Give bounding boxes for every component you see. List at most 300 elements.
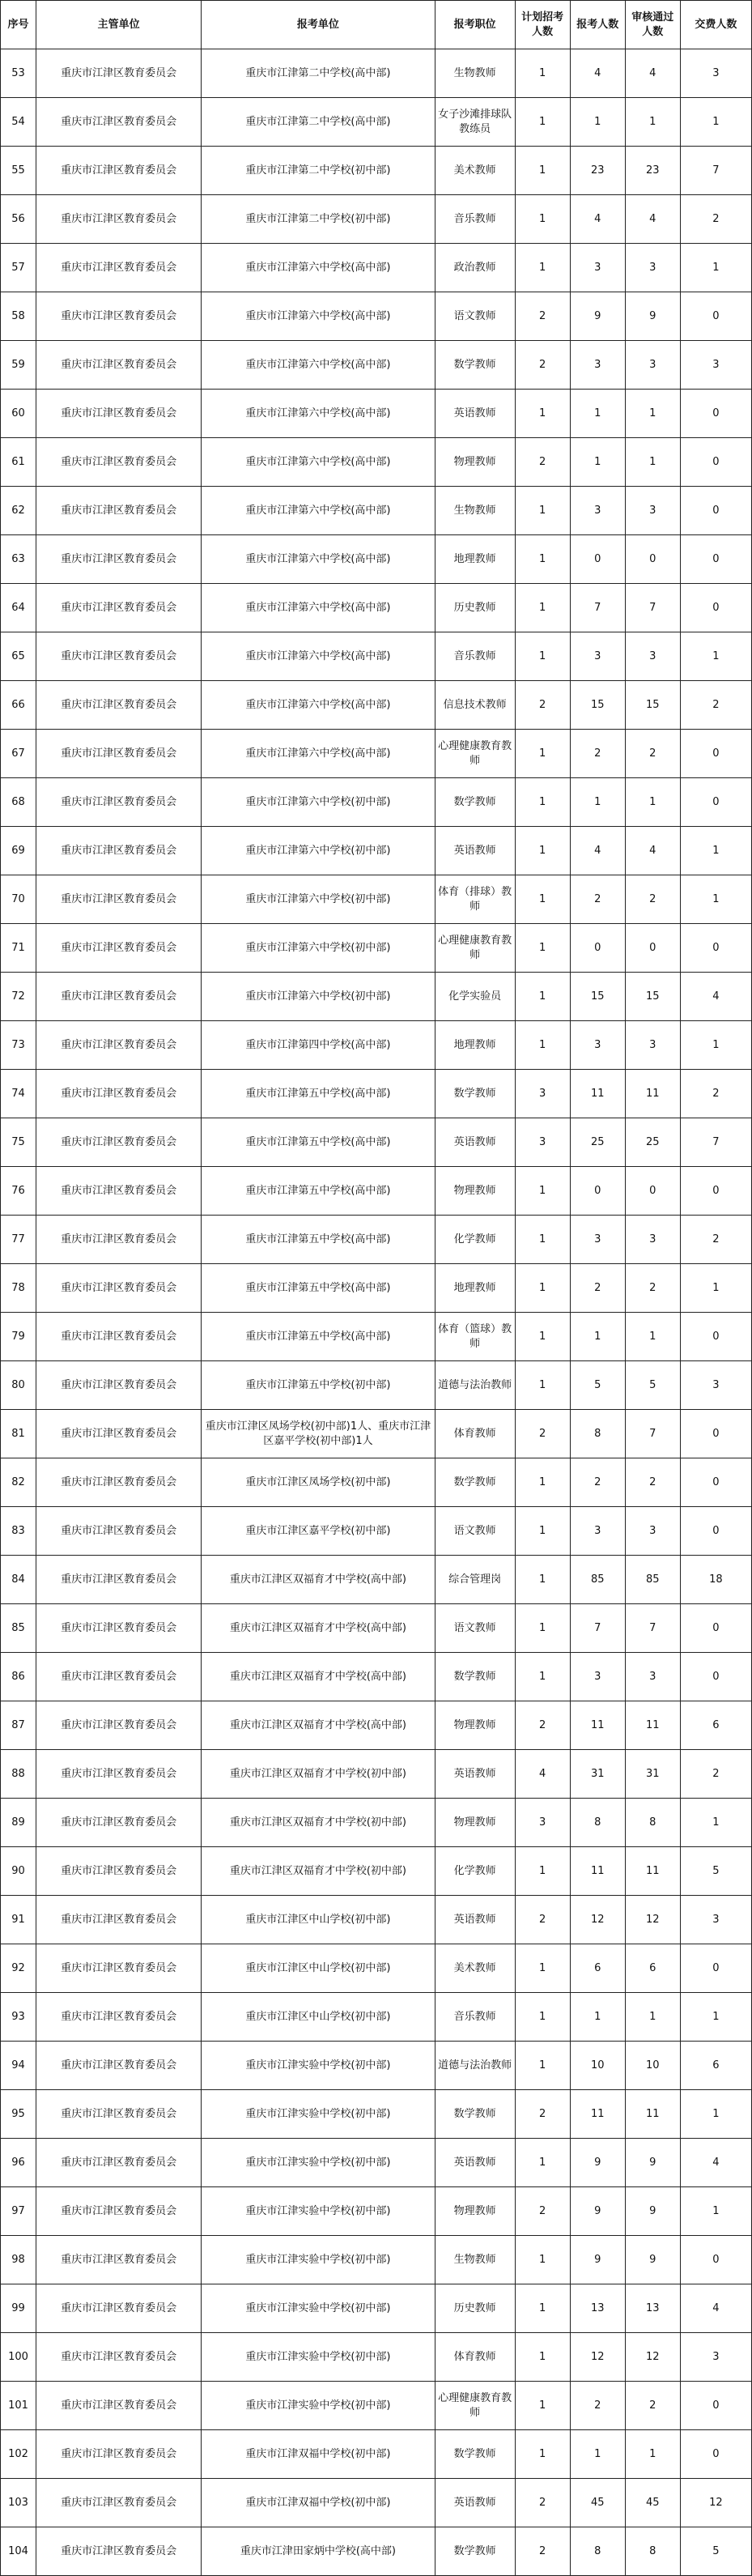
cell-planned: 1 [515, 390, 570, 438]
cell-serial: 62 [1, 487, 36, 535]
table-row [1, 2333, 752, 2382]
cell-position: 语文教师 [435, 1604, 515, 1653]
cell-approved: 11 [625, 1701, 680, 1750]
cell-planned: 1 [515, 2236, 570, 2284]
cell-paid: 0 [680, 1944, 751, 1993]
cell-approved: 1 [625, 2430, 680, 2479]
cell-applicants: 1 [570, 98, 625, 147]
table-body [1, 49, 752, 2576]
cell-serial: 94 [1, 2042, 36, 2090]
table-row [1, 1556, 752, 1604]
cell-department: 重庆市江津区教育委员会 [36, 584, 202, 632]
cell-department: 重庆市江津区教育委员会 [36, 973, 202, 1021]
cell-department: 重庆市江津区教育委员会 [36, 1653, 202, 1701]
cell-applicants: 85 [570, 1556, 625, 1604]
cell-approved: 7 [625, 1604, 680, 1653]
cell-position: 综合管理岗 [435, 1556, 515, 1604]
table-row [1, 584, 752, 632]
cell-department: 重庆市江津区教育委员会 [36, 2187, 202, 2236]
cell-serial: 61 [1, 438, 36, 487]
cell-planned: 2 [515, 2187, 570, 2236]
cell-applicants: 9 [570, 2139, 625, 2187]
cell-employer: 重庆市江津第六中学校(初中部) [202, 778, 435, 827]
cell-applicants: 2 [570, 2382, 625, 2430]
cell-employer: 重庆市江津第二中学校(高中部) [202, 98, 435, 147]
cell-department: 重庆市江津区教育委员会 [36, 1118, 202, 1167]
table-row [1, 1021, 752, 1070]
cell-approved: 11 [625, 1070, 680, 1118]
cell-applicants: 2 [570, 875, 625, 924]
table-row [1, 49, 752, 98]
cell-position: 体育教师 [435, 1410, 515, 1458]
cell-applicants: 3 [570, 1021, 625, 1070]
header-position: 报考职位 [435, 1, 515, 49]
cell-department: 重庆市江津区教育委员会 [36, 2284, 202, 2333]
cell-approved: 3 [625, 487, 680, 535]
cell-applicants: 11 [570, 2090, 625, 2139]
cell-position: 体育（篮球）教师 [435, 1313, 515, 1361]
cell-applicants: 7 [570, 1604, 625, 1653]
cell-applicants: 3 [570, 244, 625, 292]
cell-serial: 98 [1, 2236, 36, 2284]
table-row [1, 2284, 752, 2333]
cell-position: 物理教师 [435, 438, 515, 487]
cell-approved: 2 [625, 1458, 680, 1507]
cell-planned: 2 [515, 2090, 570, 2139]
cell-position: 物理教师 [435, 2187, 515, 2236]
cell-position: 物理教师 [435, 1701, 515, 1750]
cell-employer: 重庆市江津第五中学校(高中部) [202, 1264, 435, 1313]
cell-approved: 8 [625, 2527, 680, 2576]
cell-serial: 64 [1, 584, 36, 632]
cell-approved: 3 [625, 244, 680, 292]
cell-serial: 84 [1, 1556, 36, 1604]
cell-department: 重庆市江津区教育委员会 [36, 875, 202, 924]
cell-serial: 87 [1, 1701, 36, 1750]
cell-approved: 12 [625, 1896, 680, 1944]
cell-employer: 重庆市江津第二中学校(初中部) [202, 195, 435, 244]
cell-position: 历史教师 [435, 584, 515, 632]
cell-paid: 0 [680, 778, 751, 827]
cell-paid: 3 [680, 1896, 751, 1944]
cell-paid: 1 [680, 875, 751, 924]
cell-employer: 重庆市江津第六中学校(高中部) [202, 292, 435, 341]
cell-department: 重庆市江津区教育委员会 [36, 292, 202, 341]
cell-planned: 2 [515, 1896, 570, 1944]
cell-paid: 0 [680, 730, 751, 778]
cell-applicants: 31 [570, 1750, 625, 1799]
cell-position: 地理教师 [435, 535, 515, 584]
cell-approved: 15 [625, 973, 680, 1021]
cell-paid: 12 [680, 2479, 751, 2527]
cell-department: 重庆市江津区教育委员会 [36, 1313, 202, 1361]
cell-planned: 2 [515, 341, 570, 390]
cell-employer: 重庆市江津第六中学校(高中部) [202, 487, 435, 535]
cell-department: 重庆市江津区教育委员会 [36, 2236, 202, 2284]
cell-position: 英语教师 [435, 390, 515, 438]
cell-employer: 重庆市江津实验中学校(初中部) [202, 2187, 435, 2236]
cell-position: 化学教师 [435, 1847, 515, 1896]
cell-applicants: 11 [570, 1847, 625, 1896]
cell-position: 地理教师 [435, 1264, 515, 1313]
cell-employer: 重庆市江津第六中学校(初中部) [202, 924, 435, 973]
cell-planned: 1 [515, 2284, 570, 2333]
cell-department: 重庆市江津区教育委员会 [36, 778, 202, 827]
cell-approved: 45 [625, 2479, 680, 2527]
table-row [1, 535, 752, 584]
cell-serial: 69 [1, 827, 36, 875]
cell-approved: 3 [625, 341, 680, 390]
cell-applicants: 0 [570, 924, 625, 973]
cell-department: 重庆市江津区教育委员会 [36, 924, 202, 973]
cell-position: 数学教师 [435, 341, 515, 390]
cell-approved: 7 [625, 1410, 680, 1458]
cell-department: 重庆市江津区教育委员会 [36, 2139, 202, 2187]
cell-employer: 重庆市江津区双福育才中学校(高中部) [202, 1701, 435, 1750]
cell-position: 生物教师 [435, 487, 515, 535]
cell-planned: 4 [515, 1750, 570, 1799]
header-planned: 计划招考人数 [515, 1, 570, 49]
table-row [1, 195, 752, 244]
cell-approved: 3 [625, 1021, 680, 1070]
cell-planned: 1 [515, 1604, 570, 1653]
cell-department: 重庆市江津区教育委员会 [36, 2382, 202, 2430]
cell-applicants: 25 [570, 1118, 625, 1167]
cell-position: 英语教师 [435, 2479, 515, 2527]
cell-applicants: 13 [570, 2284, 625, 2333]
cell-paid: 1 [680, 1021, 751, 1070]
cell-approved: 11 [625, 2090, 680, 2139]
cell-applicants: 1 [570, 438, 625, 487]
cell-position: 体育教师 [435, 2333, 515, 2382]
cell-serial: 66 [1, 681, 36, 730]
cell-approved: 15 [625, 681, 680, 730]
cell-paid: 2 [680, 1070, 751, 1118]
cell-position: 数学教师 [435, 1653, 515, 1701]
cell-employer: 重庆市江津第四中学校(高中部) [202, 1021, 435, 1070]
cell-planned: 1 [515, 875, 570, 924]
cell-planned: 1 [515, 98, 570, 147]
cell-approved: 6 [625, 1944, 680, 1993]
cell-paid: 0 [680, 2382, 751, 2430]
cell-paid: 7 [680, 1118, 751, 1167]
cell-paid: 2 [680, 1750, 751, 1799]
cell-department: 重庆市江津区教育委员会 [36, 1993, 202, 2042]
cell-paid: 2 [680, 681, 751, 730]
cell-department: 重庆市江津区教育委员会 [36, 730, 202, 778]
cell-applicants: 2 [570, 1264, 625, 1313]
cell-serial: 97 [1, 2187, 36, 2236]
cell-planned: 3 [515, 1799, 570, 1847]
table-row [1, 2139, 752, 2187]
table-row [1, 924, 752, 973]
cell-position: 生物教师 [435, 2236, 515, 2284]
cell-employer: 重庆市江津第六中学校(初中部) [202, 827, 435, 875]
cell-paid: 0 [680, 438, 751, 487]
table-row [1, 778, 752, 827]
cell-position: 英语教师 [435, 1896, 515, 1944]
cell-serial: 85 [1, 1604, 36, 1653]
cell-planned: 2 [515, 1701, 570, 1750]
cell-position: 英语教师 [435, 827, 515, 875]
cell-paid: 1 [680, 1799, 751, 1847]
cell-department: 重庆市江津区教育委员会 [36, 1944, 202, 1993]
cell-serial: 59 [1, 341, 36, 390]
cell-serial: 101 [1, 2382, 36, 2430]
cell-serial: 95 [1, 2090, 36, 2139]
cell-applicants: 23 [570, 147, 625, 195]
cell-planned: 1 [515, 632, 570, 681]
cell-department: 重庆市江津区教育委员会 [36, 1896, 202, 1944]
cell-position: 生物教师 [435, 49, 515, 98]
cell-department: 重庆市江津区教育委员会 [36, 1556, 202, 1604]
cell-serial: 68 [1, 778, 36, 827]
cell-applicants: 9 [570, 2187, 625, 2236]
cell-department: 重庆市江津区教育委员会 [36, 487, 202, 535]
cell-employer: 重庆市江津区双福育才中学校(初中部) [202, 1799, 435, 1847]
cell-employer: 重庆市江津区双福育才中学校(初中部) [202, 1847, 435, 1896]
cell-approved: 5 [625, 1361, 680, 1410]
cell-paid: 1 [680, 244, 751, 292]
cell-serial: 65 [1, 632, 36, 681]
cell-planned: 1 [515, 147, 570, 195]
cell-paid: 0 [680, 1167, 751, 1216]
table-row [1, 1701, 752, 1750]
cell-applicants: 11 [570, 1701, 625, 1750]
table-row [1, 1458, 752, 1507]
cell-serial: 75 [1, 1118, 36, 1167]
cell-approved: 23 [625, 147, 680, 195]
cell-applicants: 8 [570, 2527, 625, 2576]
cell-position: 道德与法治教师 [435, 1361, 515, 1410]
cell-position: 政治教师 [435, 244, 515, 292]
cell-department: 重庆市江津区教育委员会 [36, 1021, 202, 1070]
cell-serial: 93 [1, 1993, 36, 2042]
cell-serial: 86 [1, 1653, 36, 1701]
cell-applicants: 9 [570, 292, 625, 341]
cell-applicants: 6 [570, 1944, 625, 1993]
cell-serial: 89 [1, 1799, 36, 1847]
table-row [1, 1410, 752, 1458]
cell-position: 英语教师 [435, 2139, 515, 2187]
cell-department: 重庆市江津区教育委员会 [36, 2333, 202, 2382]
cell-applicants: 0 [570, 535, 625, 584]
cell-planned: 1 [515, 1653, 570, 1701]
cell-serial: 77 [1, 1216, 36, 1264]
cell-employer: 重庆市江津第五中学校(初中部) [202, 1361, 435, 1410]
cell-paid: 7 [680, 147, 751, 195]
table-row [1, 1604, 752, 1653]
cell-approved: 7 [625, 584, 680, 632]
table-row [1, 2090, 752, 2139]
cell-approved: 85 [625, 1556, 680, 1604]
table-row [1, 2042, 752, 2090]
cell-position: 音乐教师 [435, 195, 515, 244]
cell-approved: 2 [625, 1264, 680, 1313]
cell-paid: 1 [680, 632, 751, 681]
cell-applicants: 3 [570, 1653, 625, 1701]
cell-employer: 重庆市江津第六中学校(高中部) [202, 632, 435, 681]
cell-position: 体育（排球）教师 [435, 875, 515, 924]
cell-paid: 0 [680, 1313, 751, 1361]
cell-applicants: 1 [570, 390, 625, 438]
table-row [1, 2430, 752, 2479]
cell-planned: 1 [515, 2430, 570, 2479]
cell-paid: 5 [680, 2527, 751, 2576]
cell-department: 重庆市江津区教育委员会 [36, 1070, 202, 1118]
cell-paid: 2 [680, 195, 751, 244]
cell-serial: 67 [1, 730, 36, 778]
cell-department: 重庆市江津区教育委员会 [36, 681, 202, 730]
cell-employer: 重庆市江津实验中学校(初中部) [202, 2139, 435, 2187]
cell-serial: 80 [1, 1361, 36, 1410]
cell-planned: 1 [515, 1556, 570, 1604]
cell-employer: 重庆市江津区中山学校(初中部) [202, 1944, 435, 1993]
cell-employer: 重庆市江津实验中学校(初中部) [202, 2236, 435, 2284]
cell-planned: 1 [515, 2139, 570, 2187]
cell-applicants: 8 [570, 1799, 625, 1847]
cell-applicants: 1 [570, 778, 625, 827]
cell-paid: 18 [680, 1556, 751, 1604]
cell-applicants: 15 [570, 973, 625, 1021]
table-row [1, 390, 752, 438]
table-row [1, 2236, 752, 2284]
cell-approved: 0 [625, 924, 680, 973]
cell-employer: 重庆市江津区中山学校(初中部) [202, 1993, 435, 2042]
cell-applicants: 3 [570, 632, 625, 681]
cell-planned: 2 [515, 1410, 570, 1458]
cell-applicants: 1 [570, 2430, 625, 2479]
cell-paid: 1 [680, 1264, 751, 1313]
cell-position: 数学教师 [435, 2090, 515, 2139]
cell-serial: 53 [1, 49, 36, 98]
cell-serial: 55 [1, 147, 36, 195]
cell-approved: 1 [625, 778, 680, 827]
cell-department: 重庆市江津区教育委员会 [36, 2090, 202, 2139]
cell-serial: 81 [1, 1410, 36, 1458]
cell-paid: 0 [680, 1507, 751, 1556]
cell-employer: 重庆市江津第六中学校(高中部) [202, 341, 435, 390]
cell-department: 重庆市江津区教育委员会 [36, 1750, 202, 1799]
cell-department: 重庆市江津区教育委员会 [36, 2042, 202, 2090]
cell-position: 数学教师 [435, 2527, 515, 2576]
cell-serial: 70 [1, 875, 36, 924]
cell-department: 重庆市江津区教育委员会 [36, 2430, 202, 2479]
cell-department: 重庆市江津区教育委员会 [36, 2479, 202, 2527]
cell-department: 重庆市江津区教育委员会 [36, 632, 202, 681]
cell-applicants: 10 [570, 2042, 625, 2090]
cell-serial: 57 [1, 244, 36, 292]
cell-position: 心理健康教育教师 [435, 924, 515, 973]
table-row [1, 1070, 752, 1118]
cell-paid: 2 [680, 1216, 751, 1264]
cell-department: 重庆市江津区教育委员会 [36, 438, 202, 487]
header-department: 主管单位 [36, 1, 202, 49]
header-row [1, 1, 752, 49]
cell-approved: 1 [625, 390, 680, 438]
cell-serial: 63 [1, 535, 36, 584]
cell-serial: 76 [1, 1167, 36, 1216]
cell-employer: 重庆市江津第五中学校(高中部) [202, 1313, 435, 1361]
cell-position: 语文教师 [435, 1507, 515, 1556]
cell-planned: 1 [515, 49, 570, 98]
cell-position: 数学教师 [435, 1458, 515, 1507]
table-row [1, 1799, 752, 1847]
cell-serial: 58 [1, 292, 36, 341]
cell-employer: 重庆市江津实验中学校(初中部) [202, 2382, 435, 2430]
cell-approved: 31 [625, 1750, 680, 1799]
table-row [1, 1264, 752, 1313]
table-row [1, 1653, 752, 1701]
cell-serial: 60 [1, 390, 36, 438]
cell-employer: 重庆市江津实验中学校(初中部) [202, 2042, 435, 2090]
table-row [1, 827, 752, 875]
cell-serial: 72 [1, 973, 36, 1021]
cell-department: 重庆市江津区教育委员会 [36, 195, 202, 244]
cell-paid: 0 [680, 2430, 751, 2479]
table-row [1, 2187, 752, 2236]
cell-employer: 重庆市江津区双福育才中学校(初中部) [202, 1750, 435, 1799]
cell-planned: 1 [515, 1313, 570, 1361]
cell-planned: 1 [515, 1458, 570, 1507]
cell-department: 重庆市江津区教育委员会 [36, 390, 202, 438]
cell-paid: 1 [680, 2090, 751, 2139]
cell-serial: 102 [1, 2430, 36, 2479]
cell-planned: 1 [515, 730, 570, 778]
table-row [1, 875, 752, 924]
cell-employer: 重庆市江津双福中学校(初中部) [202, 2430, 435, 2479]
cell-employer: 重庆市江津田家炳中学校(高中部) [202, 2527, 435, 2576]
header-paid: 交费人数 [680, 1, 751, 49]
cell-serial: 71 [1, 924, 36, 973]
cell-paid: 5 [680, 1847, 751, 1896]
cell-approved: 1 [625, 1993, 680, 2042]
cell-employer: 重庆市江津第六中学校(高中部) [202, 244, 435, 292]
cell-planned: 1 [515, 244, 570, 292]
cell-serial: 90 [1, 1847, 36, 1896]
cell-approved: 11 [625, 1847, 680, 1896]
cell-department: 重庆市江津区教育委员会 [36, 98, 202, 147]
cell-department: 重庆市江津区教育委员会 [36, 1507, 202, 1556]
cell-applicants: 12 [570, 1896, 625, 1944]
cell-employer: 重庆市江津第五中学校(高中部) [202, 1070, 435, 1118]
cell-approved: 10 [625, 2042, 680, 2090]
cell-position: 信息技术教师 [435, 681, 515, 730]
cell-planned: 2 [515, 292, 570, 341]
cell-applicants: 3 [570, 487, 625, 535]
cell-paid: 0 [680, 1604, 751, 1653]
cell-department: 重庆市江津区教育委员会 [36, 1264, 202, 1313]
cell-approved: 4 [625, 49, 680, 98]
cell-position: 英语教师 [435, 1118, 515, 1167]
cell-department: 重庆市江津区教育委员会 [36, 1216, 202, 1264]
table-row [1, 1896, 752, 1944]
cell-paid: 3 [680, 49, 751, 98]
cell-applicants: 2 [570, 1458, 625, 1507]
cell-planned: 1 [515, 1021, 570, 1070]
cell-employer: 重庆市江津实验中学校(初中部) [202, 2090, 435, 2139]
cell-serial: 103 [1, 2479, 36, 2527]
cell-planned: 2 [515, 2479, 570, 2527]
cell-applicants: 1 [570, 1993, 625, 2042]
table-row [1, 1361, 752, 1410]
cell-paid: 1 [680, 98, 751, 147]
cell-planned: 1 [515, 1216, 570, 1264]
table-row [1, 1118, 752, 1167]
cell-approved: 9 [625, 292, 680, 341]
cell-employer: 重庆市江津区凤场学校(初中部) [202, 1458, 435, 1507]
table-row [1, 1313, 752, 1361]
